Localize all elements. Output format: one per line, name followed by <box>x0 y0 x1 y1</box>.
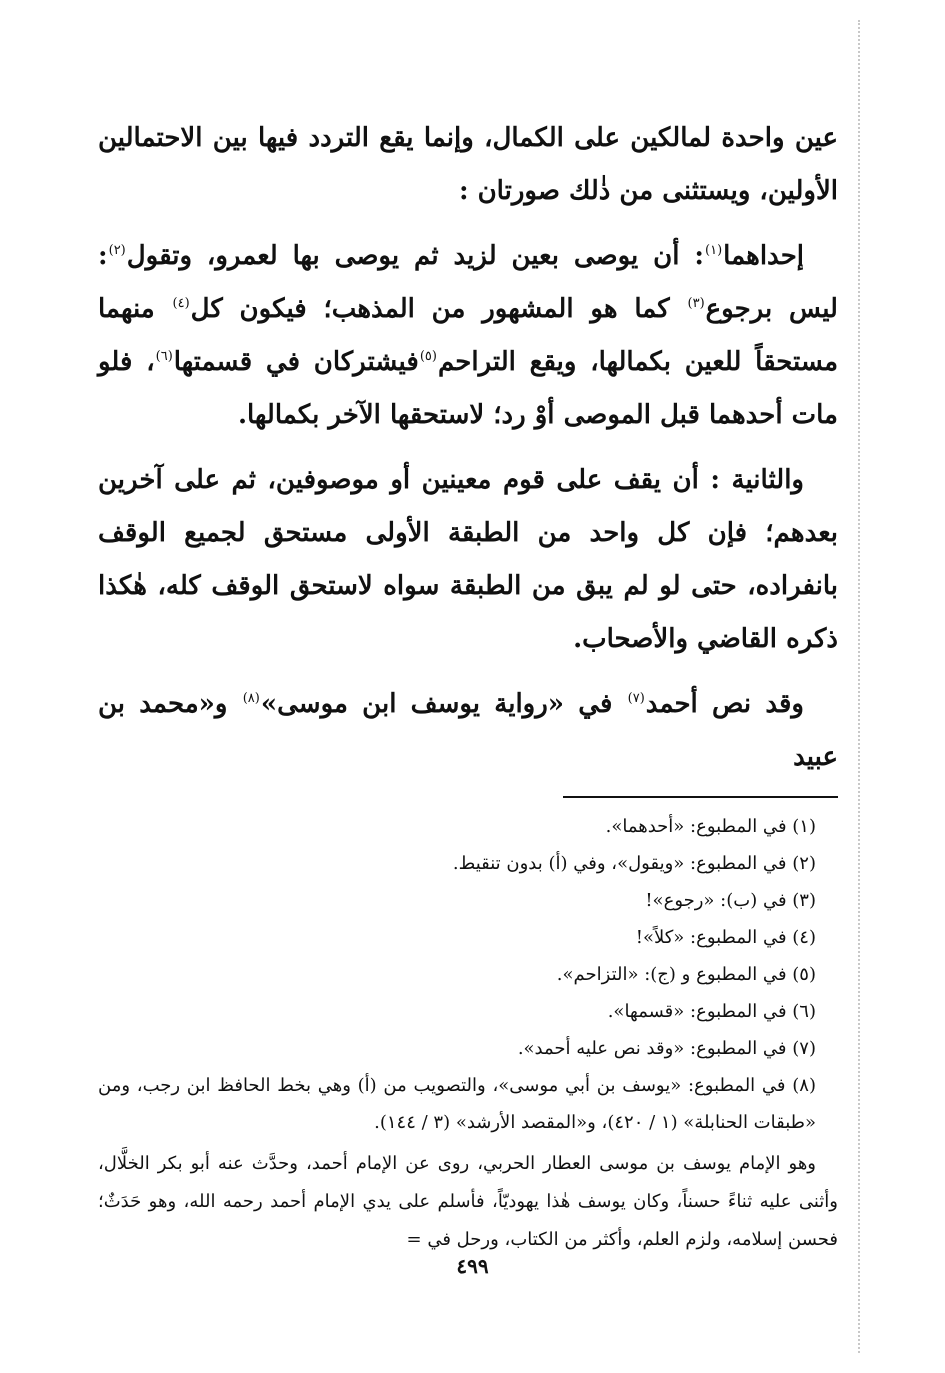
footnote-ref-8[interactable]: (٨) <box>242 691 260 707</box>
paragraph-2-text-7: قبل الموصى أوْ رد؛ لاستحقها الآخر بكمالها. <box>237 400 709 430</box>
biography-text: وهو الإمام يوسف بن موسى العطار الحربي، روى عن الإمام أحمد، وحدَّث عنه أبو بكر الخلَّال، وأثنى عليه ثناءً حسناً، وكان يوسف هٰذا يهوديّاً، فأسلم على يدي الإمام أحمد رحمه الله، وهو حَدَثٌ؛ فحسن إسلامه، ولزم العلم، وأكثر من الكتاب، ورحل في = <box>98 1153 838 1250</box>
footnote-1: (١) في المطبوع: «أحدهما». <box>605 816 816 837</box>
margin-dotted-line <box>858 20 860 1353</box>
footnote-ref-5[interactable]: (٥) <box>419 349 437 365</box>
paragraph-3 <box>98 454 838 666</box>
first-case-heading: إحداهما <box>723 241 804 271</box>
footnote-ref-7[interactable]: (٧) <box>627 691 645 707</box>
paragraph-3-text: : أن يقف على قوم معينين أو موصوفين، ثم على آخرين بعدهم؛ فإن كل واحد من الطبقة الأولى مستحق لجميع الوقف بانفراده، حتى لو لم يبق من الطبقة سواه لاستحق الوقف كله، هٰكذا ذكره القاضي والأصحاب. <box>98 465 838 654</box>
footnote-5: (٥) في المطبوع و (ج): «التزاحم». <box>556 964 816 985</box>
paragraph-2-text-1: : أن يوصى بعين لزيد ثم يوصى بها لعمرو، وتقول <box>126 241 705 271</box>
footnote-separator <box>563 796 838 798</box>
footnote-ref-1[interactable]: (١) <box>705 243 723 259</box>
footnote-2: (٢) في المطبوع: «ويقول»، وفي (أ) بدون تنقيط. <box>452 853 816 874</box>
footnote-8: (٨) في المطبوع: «يوسف بن أبي موسى»، والتصويب من (أ) وهي بخط الحافظ ابن رجب، ومن «طبقات الحنابلة» (١ / ٤٢٠)، و«المقصد الأرشد» (٣ / ١٤٤). <box>98 1075 816 1133</box>
second-case-heading: والثانية <box>731 465 804 495</box>
footnotes-list <box>98 808 838 1141</box>
main-text <box>98 112 838 784</box>
paragraph-4-text-2: في «رواية يوسف ابن موسى» <box>260 689 627 719</box>
paragraph-2-text-4: منهما مستحقاً للعين بكمالها، ويقع التراحم <box>98 294 838 377</box>
paragraph-2 <box>98 230 838 442</box>
paragraph-2-text-2: : ليس برجوع <box>98 241 838 324</box>
footnote-8-continuation <box>98 1145 838 1259</box>
footnote-3: (٣) في (ب): «رجوع»! <box>645 890 816 911</box>
footnote-ref-3[interactable]: (٣) <box>687 296 705 312</box>
paragraph-2-bold-word: أحدهما <box>709 400 783 430</box>
footnote-ref-4[interactable]: (٤) <box>172 296 190 312</box>
paragraph-2-text-5: فيشتركان في قسمتها <box>173 347 419 377</box>
paragraph-2-text-3: كما هو المشهور من المذهب؛ فيكون كل <box>190 294 687 324</box>
page-body <box>98 112 838 1259</box>
footnote-ref-2[interactable]: (٢) <box>108 243 126 259</box>
paragraph-4-text-3: و«محمد بن عبيد <box>98 689 838 772</box>
page-number: ٤٩٩ <box>456 1254 489 1278</box>
footnote-ref-6[interactable]: (٦) <box>155 349 173 365</box>
paragraph-1: عين واحدة لمالكين على الكمال، وإنما يقع التردد فيها بين الاحتمالين الأولين، ويستثنى من ذٰلك صورتان : <box>98 123 838 206</box>
paragraph-4 <box>98 678 838 784</box>
footnote-7: (٧) في المطبوع: «وقد نص عليه أحمد». <box>517 1038 816 1059</box>
footnote-6: (٦) في المطبوع: «قسمها». <box>607 1001 816 1022</box>
paragraph-4-text-1: وقد نص أحمد <box>645 689 804 719</box>
paragraph-2-text-6: ، فلو مات <box>98 347 838 430</box>
footnote-4: (٤) في المطبوع: «كلاً»! <box>635 927 816 948</box>
